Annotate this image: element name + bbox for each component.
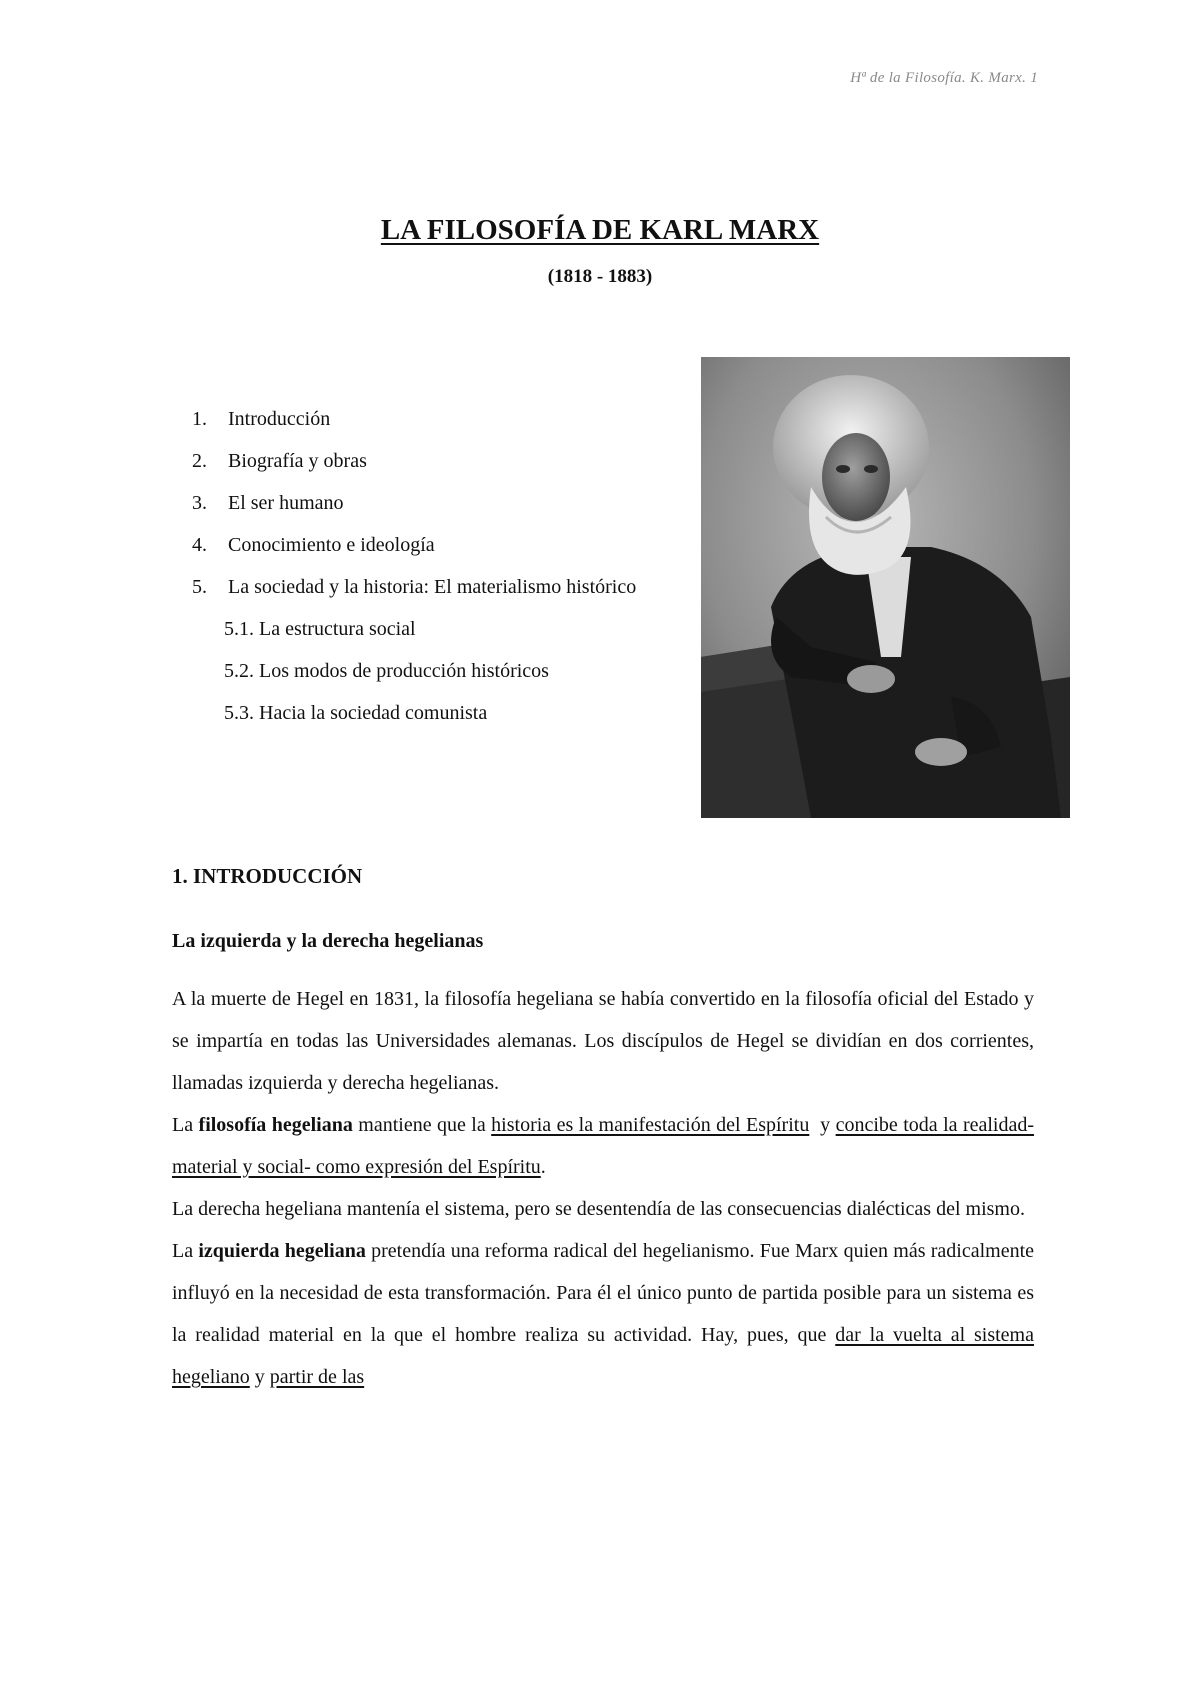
paragraph	[172, 1230, 1034, 1398]
underlined-phrase: historia es la manifestación del Espíritu	[491, 1114, 810, 1136]
underlined-phrase: partir de las	[269, 1366, 365, 1388]
bold-term: filosofía hegeliana	[198, 1114, 353, 1136]
underlined-phrase: concibe toda la realidad- material y social- como expresión del Espíritu	[172, 1114, 1035, 1178]
toc-item	[192, 524, 678, 566]
toc-subitem-text: 5.2. Los modos de producción históricos	[224, 660, 549, 682]
section-heading: 1. INTRODUCCIÓN	[172, 864, 363, 888]
text-run: y	[809, 1114, 836, 1136]
toc-item-number: 2.	[192, 450, 207, 472]
text-run: La	[172, 1240, 199, 1262]
text-run: pretendía una reforma radical del hegelianismo. Fue Marx quien más radicalmente influyó en la necesidad de esta transformación. Para él el único punto de partida posible para un sistema es la realidad material en la que el hombre realiza su actividad. Hay, pues, que	[172, 1240, 1035, 1346]
toc-subitem	[192, 650, 678, 692]
toc-item-number: 1.	[192, 408, 207, 430]
toc-item	[192, 440, 678, 482]
paragraph: La derecha hegeliana mantenía el sistema, pero se desentendía de las consecuencias dialécticas del mismo.	[172, 1198, 1025, 1220]
toc-item	[192, 566, 678, 608]
toc-item-text: Introducción	[228, 408, 331, 430]
toc-item	[192, 398, 678, 440]
text-run: .	[540, 1156, 546, 1178]
toc-subitem-text: 5.3. Hacia la sociedad comunista	[224, 702, 488, 724]
toc-item-number: 4.	[192, 534, 207, 556]
portrait-photo	[701, 357, 1070, 818]
text-run: y	[249, 1366, 270, 1388]
body-text	[172, 978, 1034, 1398]
bold-term: izquierda hegeliana	[198, 1240, 366, 1262]
toc-item-text: Conocimiento e ideología	[228, 534, 435, 556]
running-header: Hª de la Filosofía. K. Marx. 1	[850, 70, 1038, 86]
toc-subitem	[192, 692, 678, 734]
text-run: mantiene que la	[352, 1114, 492, 1136]
paragraph: A la muerte de Hegel en 1831, la filosofía hegeliana se había convertido en la filosofía oficial del Estado y se impartía en todas las Universidades alemanas. Los discípulos de Hegel se dividían en dos corrientes, llamadas izquierda y derecha hegelianas.	[172, 988, 1034, 1094]
toc-item-number: 5.	[192, 576, 207, 598]
table-of-contents	[192, 398, 678, 734]
life-dates: (1818 - 1883)	[547, 266, 653, 287]
toc-item-text: La sociedad y la historia: El materialismo histórico	[228, 576, 637, 598]
portrait-illustration	[701, 357, 1070, 818]
underlined-phrase: dar la vuelta al sistema hegeliano	[172, 1324, 1034, 1388]
text-run: La	[172, 1114, 199, 1136]
subsection-heading: La izquierda y la derecha hegelianas	[172, 930, 484, 952]
toc-item-text: El ser humano	[228, 492, 344, 514]
toc-item	[192, 482, 678, 524]
page-title: LA FILOSOFÍA DE KARL MARX	[380, 214, 820, 246]
toc-subitem	[192, 608, 678, 650]
toc-item-number: 3.	[192, 492, 207, 514]
paragraph	[172, 1104, 1034, 1188]
toc-subitem-text: 5.1. La estructura social	[224, 618, 416, 640]
toc-item-text: Biografía y obras	[228, 450, 367, 472]
